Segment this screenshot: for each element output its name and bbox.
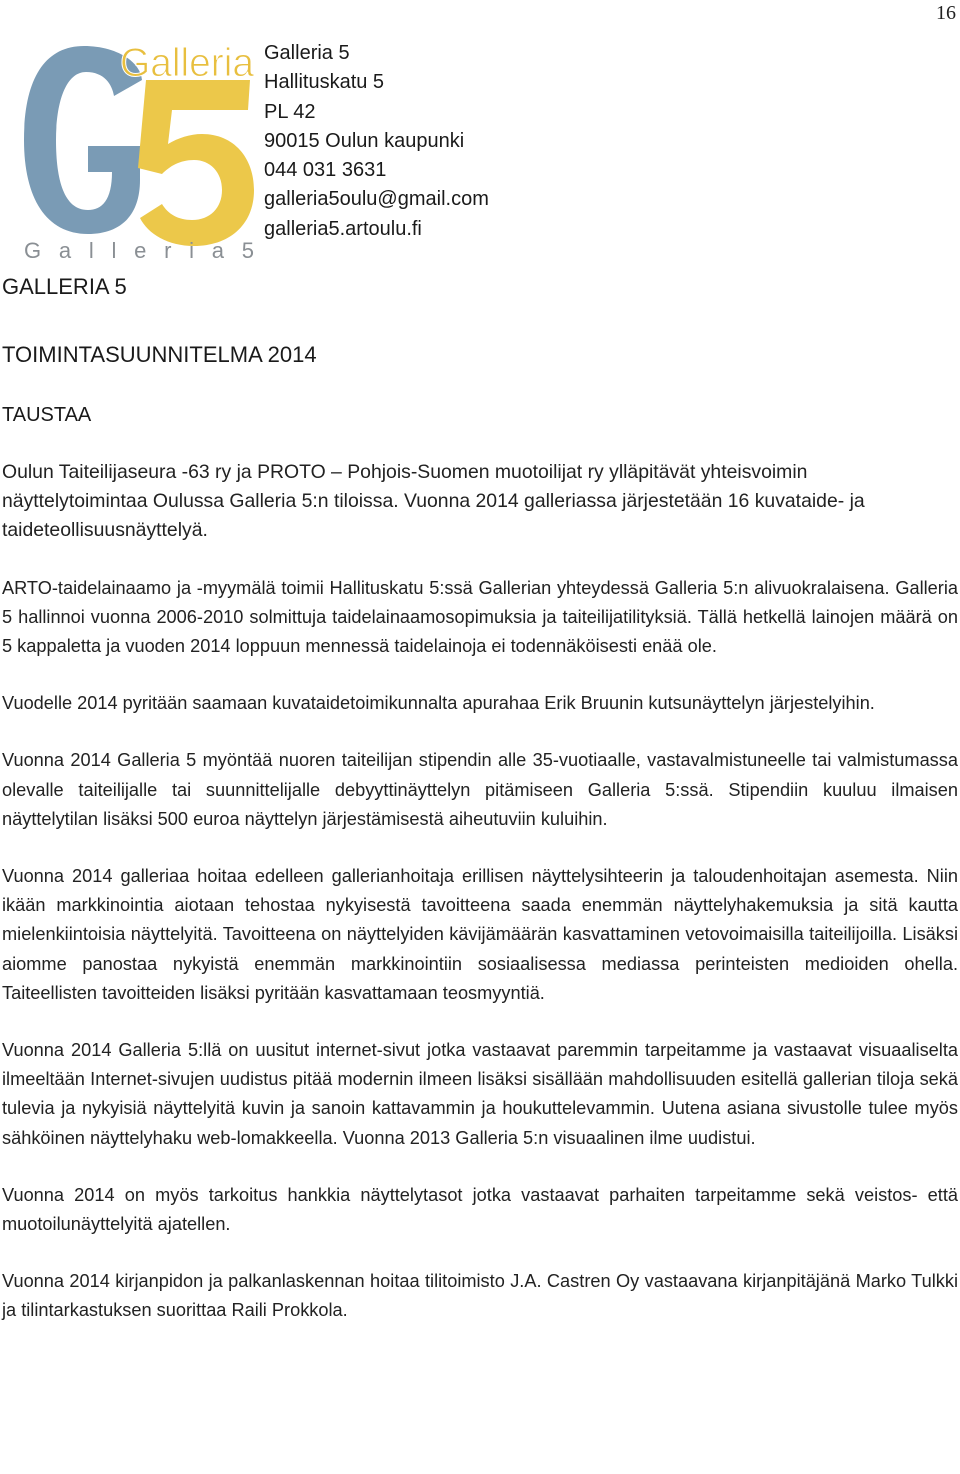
logo-strip-text: G a l l e r i a 5 xyxy=(24,238,254,262)
contact-postal: 90015 Oulun kaupunki xyxy=(264,129,465,152)
paragraph: Vuodelle 2014 pyritään saamaan kuvataidetoimikunnalta apurahaa Erik Bruunin kutsunäyttelyn järjestelyihin. xyxy=(2,693,875,714)
logo-wordmark: Galleria xyxy=(120,41,255,85)
contact-po-box: PL 42 xyxy=(264,100,316,123)
paragraph: ARTO-taidelainaamo ja -myymälä toimii Hallituskatu 5:ssä Gallerian yhteydessä Galleria 5:n alivuokralaisena. Galleria 5 hallinnoi vuonna 2006-2010 solmittuja taidelainaamosopimuksia ja taiteilijatilityksiä. Tällä hetkellä lainojen määrä on 5 kappaletta ja vuoden 2014 loppuun mennessä taidelainoja ei todennäköisesti enää ole. xyxy=(2,577,958,657)
paragraph: Vuonna 2014 Galleria 5 myöntää nuoren taiteilijan stipendin alle 35-vuotiaalle, vastavalmistuneelle tai valmistumassa olevalle taiteilijalle tai suunnittelijalle debyyttinäyttelyn pitämiseen Galleria 5:ssä. Stipendiin kuuluu ilmaisen näyttelytilan lisäksi 500 euroa näyttelyn järjestämisestä aiheutuviin kuluihin. xyxy=(2,750,958,829)
organization-heading: GALLERIA 5 xyxy=(2,274,127,299)
paragraph: Vuonna 2014 kirjanpidon ja palkanlaskennan hoitaa tilitoimisto J.A. Castren Oy vastaavana kirjanpitäjänä Marko Tulkki ja tilintarkastuksen suorittaa Raili Prokkola. xyxy=(2,1271,958,1321)
contact-street: Hallituskatu 5 xyxy=(264,71,385,94)
galleria-5-logo xyxy=(22,40,256,262)
contact-email: galleria5oulu@gmail.com xyxy=(264,188,489,211)
contact-website: galleria5.artoulu.fi xyxy=(264,217,422,240)
page-number: 16 xyxy=(936,2,956,24)
paragraph: Vuonna 2014 Galleria 5:llä on uusitut internet-sivut jotka vastaavat paremmin tarpeitamme ja vastaavat visuaaliselta ilmeeltään Internet-sivujen uudistus pitää modernin ilmeen lisäksi sisällään mahdollisuuden esitellä gallerian tiloja sekä tulevia ja nykyisiä näyttelyitä kuvin ja sanoin kattavammin ja houkuttelevammin. Uutena asiana sivustolle tulee myös sähköinen näyttelyhaku web-lomakkeella. Vuonna 2013 Galleria 5:n visuaalinen ilme uudistui. xyxy=(2,1040,958,1148)
contact-phone: 044 031 3631 xyxy=(264,159,387,182)
contact-block xyxy=(264,39,489,244)
contact-name: Galleria 5 xyxy=(264,42,350,64)
plan-title: TOIMINTASUUNNITELMA 2014 xyxy=(2,342,317,367)
document-body xyxy=(2,458,958,1354)
paragraph: Oulun Taiteilijaseura -63 ry ja PROTO – Pohjois-Suomen muotoilijat ry ylläpitävät yhteisvoimin näyttelytoimintaa Oulussa Galleria 5:n tiloissa. Vuonna 2014 galleriassa järjestetään 16 kuvataide- ja taideteollisuusnäyttelyä. xyxy=(2,461,865,542)
paragraph: Vuonna 2014 on myös tarkoitus hankkia näyttelytasot jotka vastaavat parhaiten tarpeitamme sekä veistos- että muotoilunäyttelyitä ajatellen. xyxy=(2,1184,958,1235)
section-heading: TAUSTAA xyxy=(2,404,92,426)
paragraph: Vuonna 2014 galleriaa hoitaa edelleen gallerianhoitaja erillisen näyttelysihteerin ja taloudenhoitajan asemesta. Niin ikään markkinointia aiotaan tehostaa nykyisestä tavoitteena saada enemmän näyttelyhakemuksia ja sitä kautta mielenkiintoisia näyttelyitä. Tavoitteena on näyttelyiden kävijämäärän kasvattaminen vetovoimaisilla taiteilijoilla. Lisäksi aiomme panostaa nykyistä enemmän markkinointiin sosiaalisessa mediassa perinteisten medioiden ohella. Taiteellisten tavoitteiden lisäksi pyritään kasvattamaan teosmyyntiä. xyxy=(2,866,958,1003)
